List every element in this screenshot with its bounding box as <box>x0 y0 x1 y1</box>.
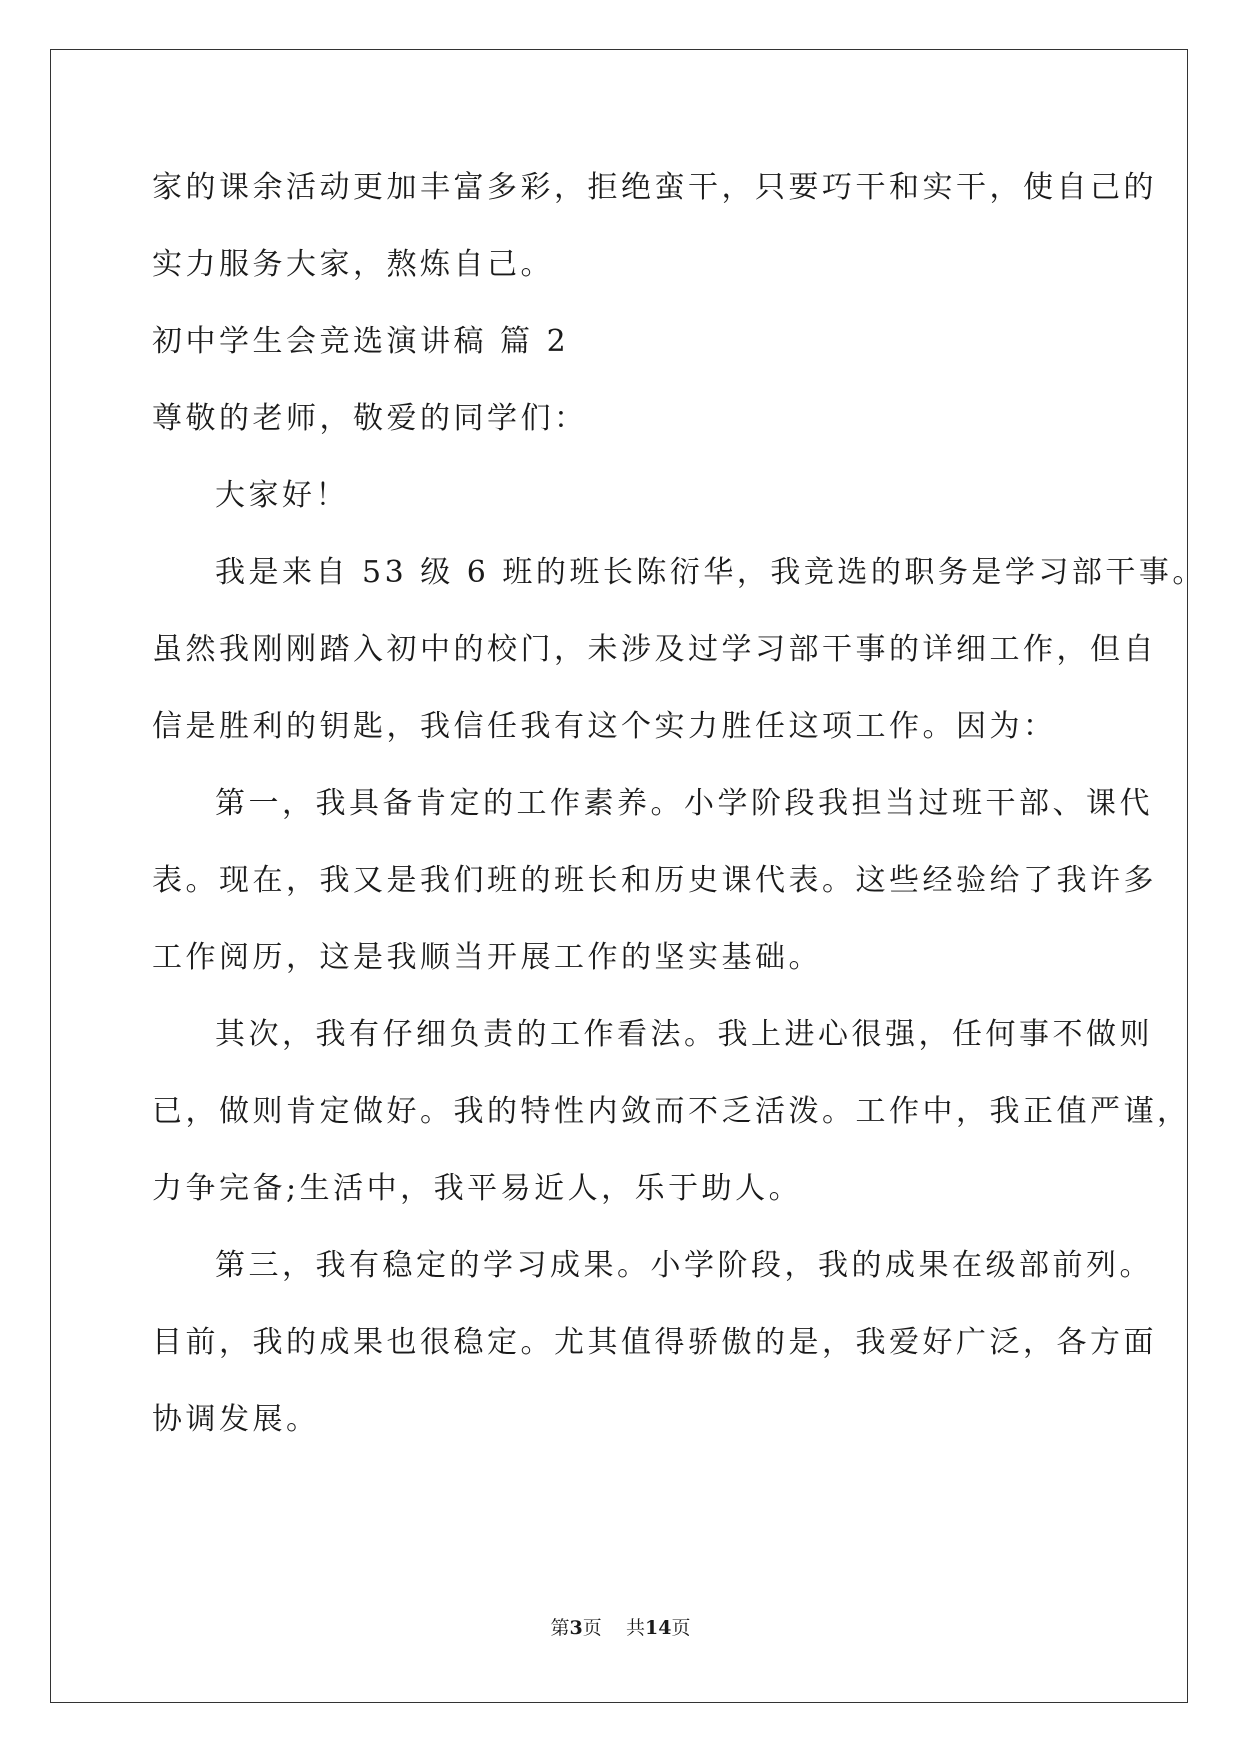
text-line-third-2: 目前，我的成果也很稳定。尤其值得骄傲的是，我爱好广泛，各方面 <box>152 1325 1157 1360</box>
footer-page-unit: 页 <box>582 1617 602 1639</box>
text-line-second-1: 其次，我有仔细负责的工作看法。我上进心很强，任何事不做则 <box>215 1017 1153 1052</box>
greeting: 大家好！ <box>215 478 349 513</box>
text-line-second-2: 已，做则肯定做好。我的特性内敛而不乏活泼。工作中，我正值严谨， <box>152 1094 1191 1129</box>
text-line-first-1: 第一，我具备肯定的工作素养。小学阶段我担当过班干部、课代 <box>215 786 1153 821</box>
text-line-1: 家的课余活动更加丰富多彩，拒绝蛮干，只要巧干和实干，使自己的 <box>152 170 1157 205</box>
text-line-first-3: 工作阅历，这是我顺当开展工作的坚实基础。 <box>152 940 822 975</box>
footer-total-prefix: 共 <box>625 1617 645 1639</box>
section-heading: 初中学生会竞选演讲稿 篇 2 <box>152 324 570 359</box>
text-line-intro-1: 我是来自 53 级 6 班的班长陈衍华，我竞选的职务是学习部干事。 <box>215 555 1206 590</box>
text-line-first-2: 表。现在，我又是我们班的班长和历史课代表。这些经验给了我许多 <box>152 863 1157 898</box>
text-line-2: 实力服务大家，熬炼自己。 <box>152 247 554 282</box>
text-line-intro-3: 信是胜利的钥匙，我信任我有这个实力胜任这项工作。因为： <box>152 709 1057 744</box>
footer-prefix: 第 <box>550 1617 570 1639</box>
salutation: 尊敬的老师，敬爱的同学们： <box>152 401 588 436</box>
footer-total-unit: 页 <box>671 1617 691 1639</box>
text-line-third-3: 协调发展。 <box>152 1402 320 1437</box>
text-line-second-3: 力争完备;生活中，我平易近人，乐于助人。 <box>152 1171 803 1206</box>
total-page-count: 14 <box>644 1617 672 1639</box>
current-page-number: 3 <box>569 1617 583 1639</box>
text-line-intro-2: 虽然我刚刚踏入初中的校门，未涉及过学习部干事的详细工作，但自 <box>152 632 1157 667</box>
page-footer <box>0 1616 1241 1640</box>
text-line-third-1: 第三，我有稳定的学习成果。小学阶段，我的成果在级部前列。 <box>215 1248 1153 1283</box>
